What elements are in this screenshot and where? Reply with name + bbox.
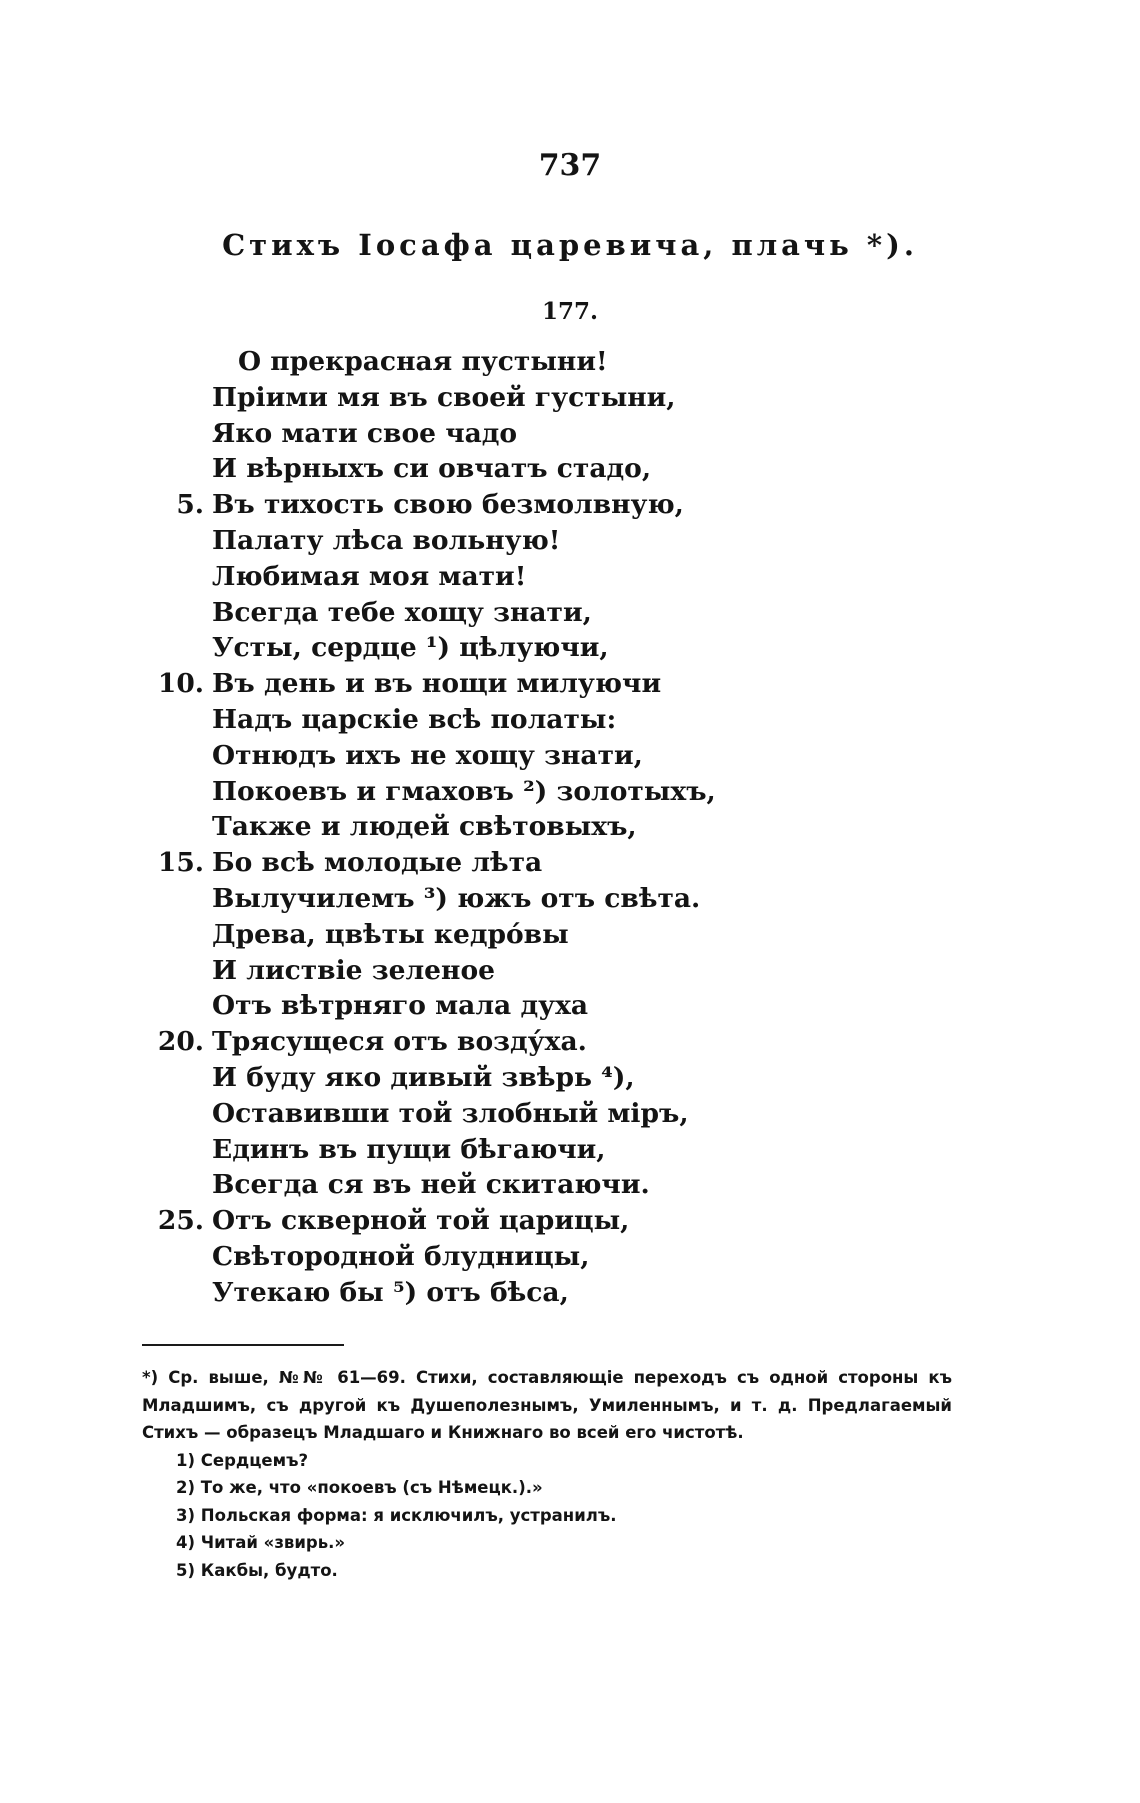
poem-line [140,1060,1040,1096]
poem-title: Стихъ Іосафа царевича, плачь *). [222,228,918,262]
poem-verse-list [140,344,1040,1311]
line-text: Древа, цвѣты кедро́вы [212,918,569,950]
line-text: Палату лѣса вольную! [212,524,561,556]
poem-line [140,1096,1040,1132]
poem-line [140,1203,1040,1239]
line-text: Отъ вѣтрняго мала духа [212,990,589,1022]
line-text: И листвіе зеленое [212,954,495,986]
line-text: Свѣтородной блудницы, [212,1240,590,1272]
footnote-item: 4) Читай «звирь.» [176,1533,346,1552]
poem-number: 177. [541,298,599,325]
line-text: Всегда тебе хощу знати, [212,596,592,628]
line-text: Яко мати свое чадо [212,417,518,449]
poem-line [140,487,1040,523]
line-text: Покоевъ и гмаховъ ²) золотыхъ, [212,775,716,807]
line-number: 10. [157,668,204,700]
poem-line [140,953,1040,989]
line-text: О прекрасная пустыни! [238,346,608,377]
footnote-item: 5) Какбы, будто. [176,1560,338,1580]
line-text: Отнюдъ ихъ не хощу знати, [212,739,643,771]
poem-line [140,1132,1040,1168]
line-number: 5. [176,489,204,521]
line-text: Трясущеся отъ возду́ха. [212,1026,587,1058]
footnote-item: 2) То же, что «покоевъ (съ Нѣмецк.).» [176,1478,543,1497]
poem-line [140,1024,1040,1060]
line-text: Въ день и въ нощи милуючи [212,668,662,700]
line-text: Всегда ся въ ней скитаючи. [212,1169,650,1201]
poem-line [140,809,1040,845]
poem-line [140,1167,1040,1203]
line-number: 15. [157,847,204,879]
line-text: Въ тихость свою безмолвную, [212,489,684,521]
poem-line [140,917,1040,953]
footnote-item: 1) Сердцемъ? [176,1450,309,1470]
line-text: Надъ царскіе всѣ полаты: [212,703,617,735]
line-text: И буду яко дивый звѣрь ⁴), [212,1061,635,1093]
line-text: Также и людей свѣтовыхъ, [212,811,637,843]
poem-line [140,774,1040,810]
line-text: Усты, сердце ¹) цѣлуючи, [212,632,609,664]
footnote-list [142,1447,952,1585]
poem-line [140,451,1040,487]
poem-line [140,559,1040,595]
line-text: И вѣрныхъ си овчатъ стадо, [212,453,652,485]
poem-line [140,380,1040,416]
footnote-item: 3) Польская форма: я исключилъ, устранилъ. [176,1505,617,1525]
poem-line [140,702,1040,738]
line-number: 20. [157,1026,204,1058]
poem-line [140,738,1040,774]
poem-line [140,344,1040,380]
poem-line [140,988,1040,1024]
line-text: Бо всѣ молодые лѣта [212,847,543,879]
line-text: Оставивши той злобный міръ, [212,1097,689,1129]
line-text: Единъ въ пущи бѣгаючи, [212,1133,606,1165]
poem-line [140,1275,1040,1311]
footnote-main: *) Ср. выше, №№ 61—69. Стихи, составляющіе переходъ съ одной стороны къ Младшимъ, съ другой къ Душеполезнымъ, Умиленнымъ, и т. д. Предлагаемый Стихъ — образецъ Младшаго и Книжнаго во всей его чистотѣ. [142,1368,952,1442]
poem-line [140,881,1040,917]
poem-line [140,845,1040,881]
poem-line [140,666,1040,702]
poem-line [140,630,1040,666]
poem-line [140,1239,1040,1275]
line-text: Любимая моя мати! [212,560,527,592]
poem-line [140,595,1040,631]
poem-line [140,523,1040,559]
footnotes-section [142,1364,952,1584]
footnote-separator [142,1344,344,1346]
line-text: Пріими мя въ своей густыни, [212,381,676,413]
line-text: Утекаю бы ⁵) отъ бѣса, [212,1276,569,1308]
page-number: 737 [538,148,602,183]
poem-line [140,416,1040,452]
line-text: Отъ скверной той царицы, [212,1205,630,1237]
line-text: Вылучилемъ ³) южъ отъ свѣта. [212,882,701,914]
line-number: 25. [157,1205,204,1237]
